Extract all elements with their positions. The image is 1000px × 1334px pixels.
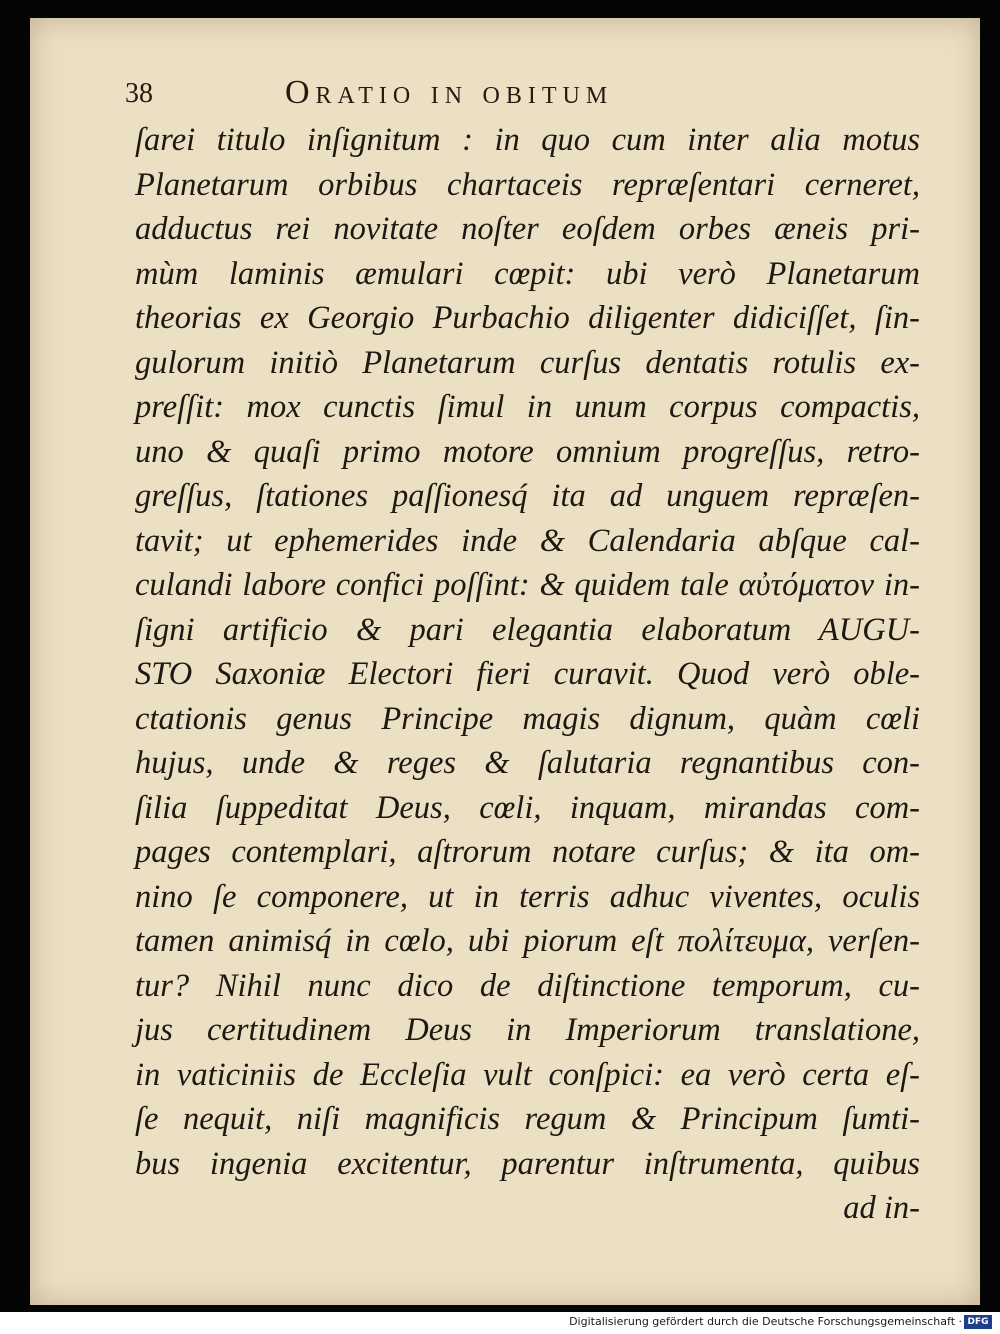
text-line: bus ingenia excitentur, parentur inſtrumenta, quibus [135, 1145, 920, 1182]
text-line: uno & quaſi primo motore omnium progreſſus, retro- [135, 433, 920, 470]
funding-credit: Digitalisierung gefördert durch die Deutsche Forschungsgemeinschaft · [569, 1315, 962, 1328]
text-line: theorias ex Georgio Purbachio diligenter didiciſſet, ſin- [135, 300, 920, 336]
text-line: STO Saxoniæ Electori fieri curavit. Quod verò oble- [135, 656, 920, 692]
dfg-logo-icon: DFG [964, 1315, 992, 1329]
text-line: ſilia ſuppeditat Deus, cœli, inquam, mirandas com- [135, 789, 920, 826]
text-line: nino ſe componere, ut in terris adhuc viventes, oculis [135, 878, 920, 915]
text-line: pages contemplari, aſtrorum notare curſus; & ita om- [135, 834, 920, 870]
book-page [30, 18, 980, 1305]
running-head: Oratio in obitum [285, 74, 614, 111]
text-line: Planetarum orbibus chartaceis repræſentari cerneret, [135, 166, 920, 203]
text-line: culandi labore confici poſſint: & quidem tale αὐτόματον in- [135, 567, 920, 603]
text-line: ſe nequit, niſi magnificis regum & Principum ſumti- [135, 1101, 920, 1137]
digitization-footer [0, 1312, 1000, 1334]
body-text [135, 118, 920, 1231]
text-line: adductus rei novitate noſter eoſdem orbes æneis pri- [135, 211, 920, 247]
text-line: tamen animisq́ in cœlo, ubi piorum eſt πολίτευμα, verſen- [135, 923, 920, 959]
catchword: ad in- [843, 1190, 920, 1226]
text-line: in vaticiniis de Eccleſia vult conſpici: ea verò certa eſ- [135, 1056, 920, 1093]
text-line: greſſus, ſtationes paſſionesq́ ita ad unguem repræſen- [135, 478, 920, 514]
page-number: 38 [125, 78, 153, 109]
text-line: ctationis genus Principe magis dignum, quàm cœli [135, 700, 920, 737]
text-line: ſarei titulo inſignitum : in quo cum inter alia motus [135, 122, 920, 158]
page-header [125, 68, 905, 118]
text-line: gulorum initiò Planetarum curſus dentatis rotulis ex- [135, 344, 920, 381]
text-line: jus certitudinem Deus in Imperiorum translatione, [135, 1012, 920, 1048]
text-line: ſigni artificio & pari elegantia elaboratum AUGU- [135, 611, 920, 648]
text-line: tavit; ut ephemerides inde & Calendaria abſque cal- [135, 522, 920, 559]
text-line: preſſit: mox cunctis ſimul in unum corpus compactis, [135, 389, 920, 425]
text-line: tur? Nihil nunc dico de diſtinctione temporum, cu- [135, 967, 920, 1004]
text-line: mùm laminis æmulari cœpit: ubi verò Planetarum [135, 255, 920, 292]
text-line: hujus, unde & reges & ſalutaria regnantibus con- [135, 745, 920, 781]
